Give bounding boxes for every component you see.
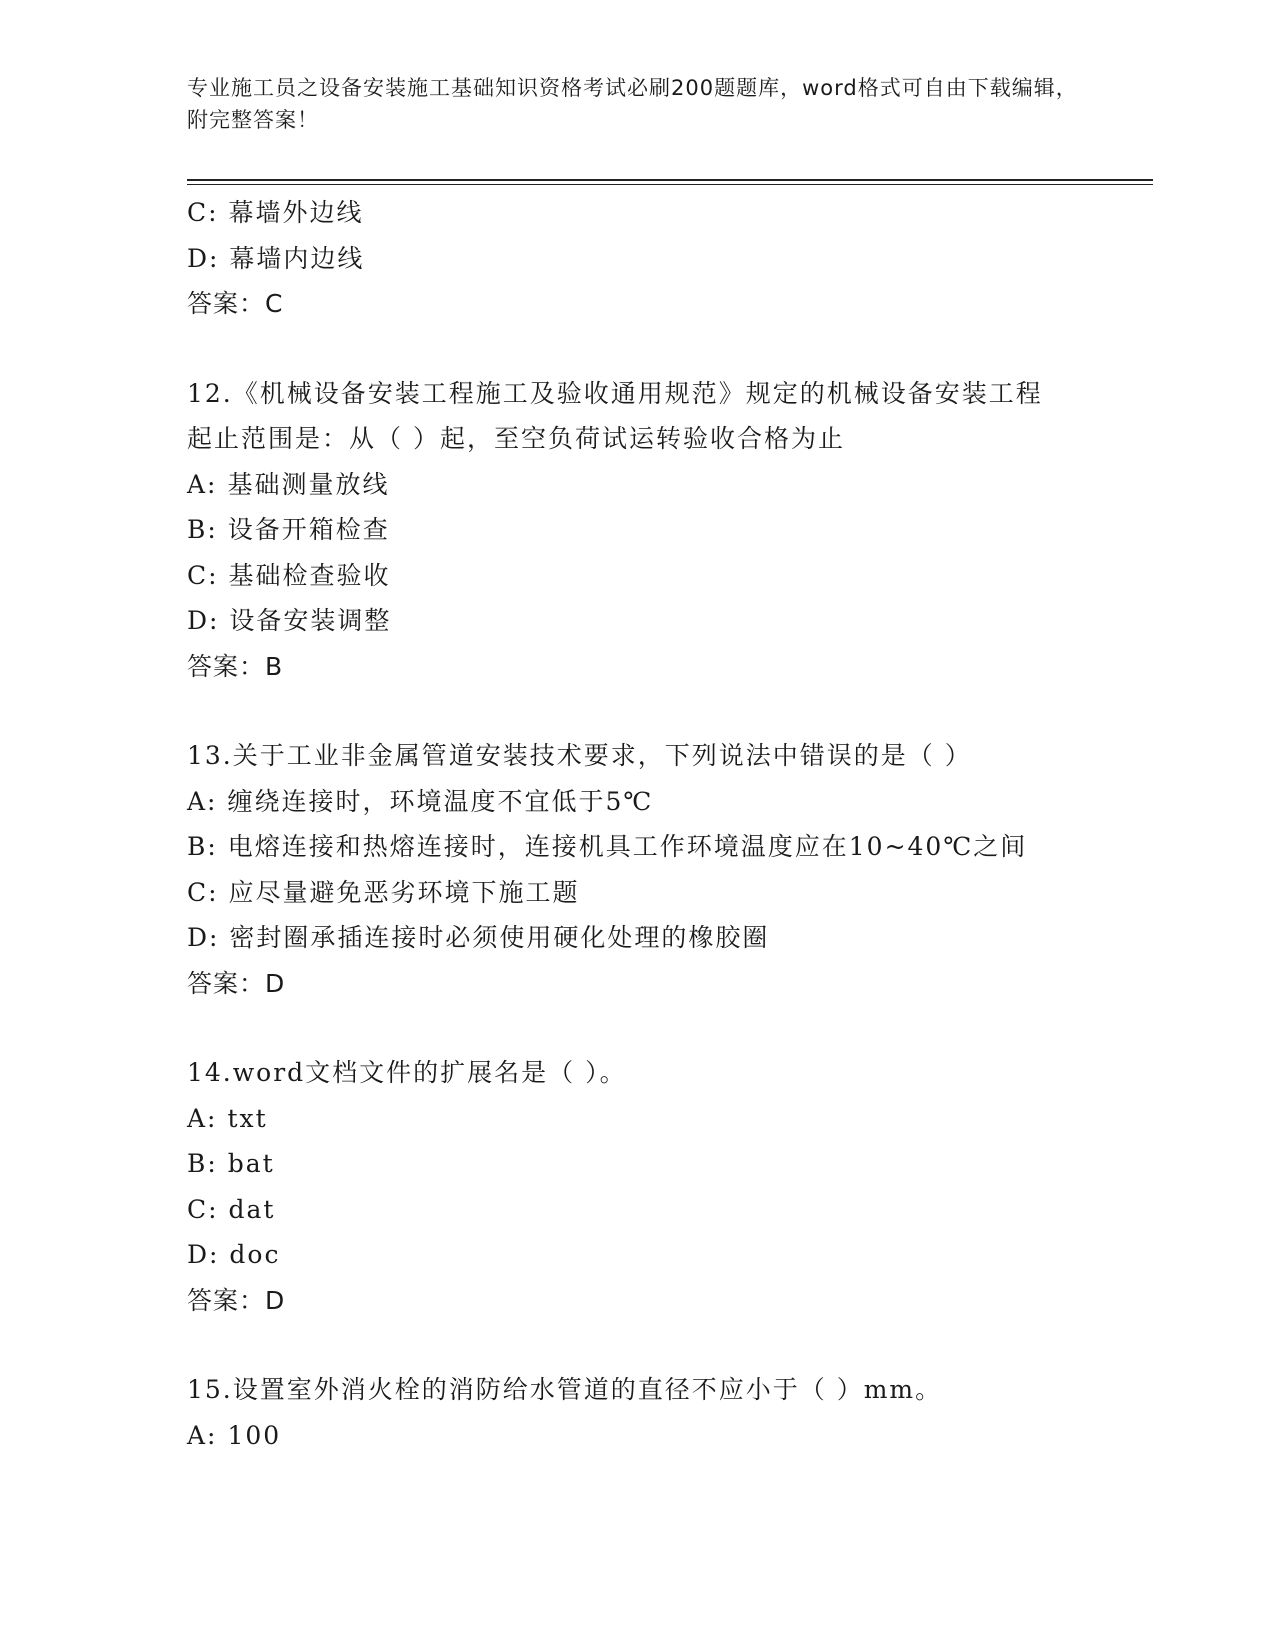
option-c: C: 幕墙外边线 — [187, 198, 364, 227]
document-header: 专业施工员之设备安装施工基础知识资格考试必刷200题题库，word格式可自由下载编辑，附完整答案！ — [187, 76, 1078, 132]
question-15-text: 15.设置室外消火栓的消防给水管道的直径不应小于（ ）mm。 — [187, 1375, 943, 1404]
q12-option-d: D: 设备安装调整 — [187, 606, 392, 635]
question-13-text: 13.关于工业非金属管道安装技术要求，下列说法中错误的是（ ） — [187, 741, 972, 770]
q13-option-c: C: 应尽量避免恶劣环境下施工题 — [187, 877, 580, 907]
q15-option-a: A: 100 — [187, 1420, 282, 1450]
q12-option-c: C: 基础检查验收 — [187, 560, 391, 590]
q13-option-a: A: 缠绕连接时，环境温度不宜低于5℃ — [187, 786, 654, 816]
q12-answer: 答案：B — [187, 651, 284, 681]
q14-answer: 答案：D — [187, 1285, 286, 1315]
q14-option-c: C: dat — [187, 1194, 276, 1224]
document-body — [187, 190, 1147, 1458]
q13-answer: 答案：D — [187, 968, 286, 998]
header-rule-thick — [187, 179, 1153, 181]
question-14-text: 14.word文档文件的扩展名是（ ）。 — [187, 1058, 627, 1087]
q14-option-d: D: doc — [187, 1240, 281, 1269]
q12-option-a: A: 基础测量放线 — [187, 469, 390, 499]
question-12-text: 12.《机械设备安装工程施工及验收通用规范》规定的机械设备安装工程起止范围是：从（ ）起，至空负荷试运转验收合格为止 — [187, 378, 1043, 453]
header-rule-thin — [187, 184, 1153, 185]
option-d: D: 幕墙内边线 — [187, 243, 365, 273]
q13-option-b: B: 电熔连接和热熔连接时，连接机具工作环境温度应在10~40℃之间 — [187, 832, 1028, 861]
q14-option-b: B: bat — [187, 1149, 275, 1178]
q12-option-b: B: 设备开箱检查 — [187, 515, 390, 544]
q13-option-d: D: 密封圈承插连接时必须使用硬化处理的橡胶圈 — [187, 923, 770, 952]
answer-prev: 答案：C — [187, 289, 284, 318]
q14-option-a: A: txt — [187, 1103, 268, 1133]
